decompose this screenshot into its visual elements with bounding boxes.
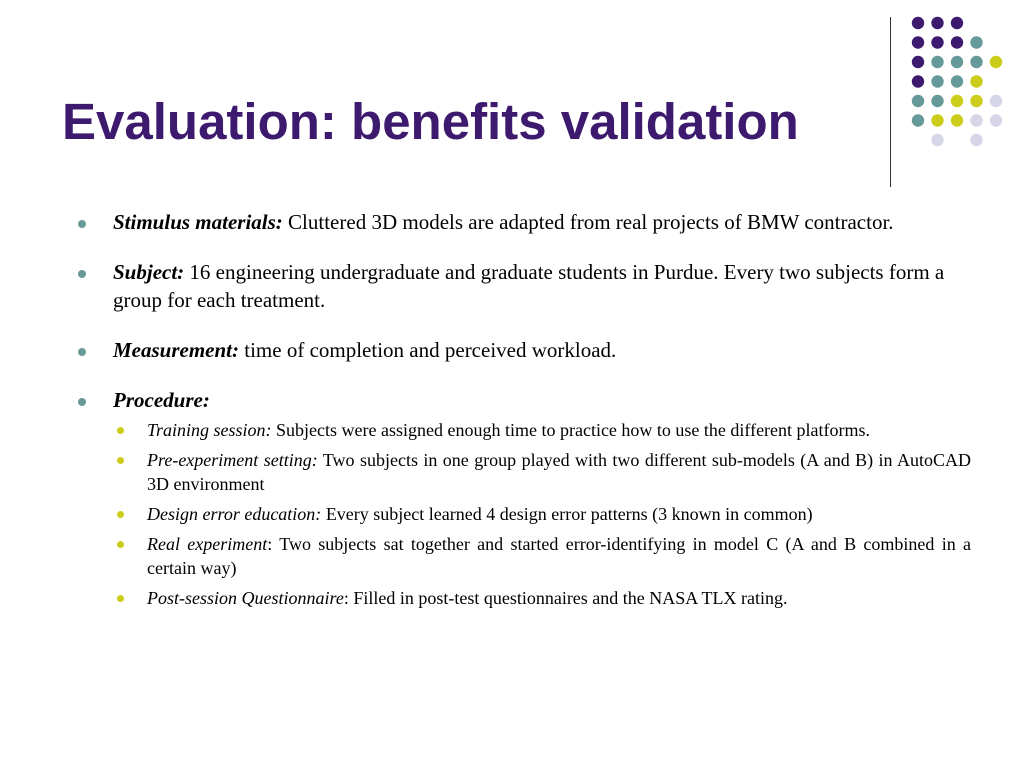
decorative-dot	[931, 56, 943, 68]
bullet-dot-icon	[78, 220, 86, 228]
procedure-text: Subjects were assigned enough time to practice how to use the different platforms.	[271, 420, 871, 440]
decorative-dot	[951, 36, 963, 48]
procedure-label: Design error education:	[147, 504, 322, 524]
decorative-dot	[912, 36, 924, 48]
decorative-dot	[912, 17, 924, 29]
bullet-dot-icon	[78, 348, 86, 356]
procedure-sublist	[113, 418, 971, 610]
sub-bullet-dot-icon	[117, 511, 124, 518]
bullet-label: Measurement:	[113, 338, 239, 362]
decorative-dot	[970, 36, 982, 48]
procedure-item-design-error	[113, 502, 971, 526]
decorative-dot	[990, 95, 1002, 107]
procedure-text: : Two subjects sat together and started error-identifying in model C (A and B combined in a certain way)	[147, 534, 972, 578]
decorative-dot	[931, 17, 943, 29]
vertical-divider	[890, 17, 891, 187]
bullet-dot-icon	[78, 270, 86, 278]
bullet-label: Procedure:	[113, 388, 210, 412]
procedure-text: : Filled in post-test questionnaires and the NASA TLX rating.	[343, 588, 788, 608]
bullet-item-subject	[72, 258, 972, 314]
bullet-dot-icon	[78, 398, 86, 406]
bullet-text: Cluttered 3D models are adapted from real projects of BMW contractor.	[282, 210, 894, 234]
decorative-dot	[931, 134, 943, 146]
bullet-text: 16 engineering undergraduate and graduate students in Purdue. Every two subjects form a group for each treatment.	[113, 260, 945, 312]
bullet-label: Stimulus materials:	[113, 210, 283, 234]
bullet-item-measurement	[72, 336, 972, 364]
decorative-dot	[912, 95, 924, 107]
decorative-dot	[912, 56, 924, 68]
decorative-dot	[931, 75, 943, 87]
procedure-text: Two subjects in one group played with two different sub-models (A and B) in AutoCAD 3D environment	[147, 450, 971, 494]
decorative-dot	[970, 95, 982, 107]
procedure-item-real-experiment	[113, 532, 971, 580]
decorative-dot	[970, 75, 982, 87]
bullet-text: time of completion and perceived workload.	[239, 338, 617, 362]
decorative-dot	[951, 95, 963, 107]
procedure-label: Real experiment	[147, 534, 268, 554]
sub-bullet-dot-icon	[117, 541, 124, 548]
decorative-dot	[912, 114, 924, 126]
decorative-dot	[931, 114, 943, 126]
decorative-dot	[912, 75, 924, 87]
procedure-item-pre-experiment	[113, 448, 971, 496]
decorative-dot	[951, 56, 963, 68]
procedure-text: Every subject learned 4 design error patterns (3 known in common)	[321, 504, 813, 524]
procedure-item-post-session	[113, 586, 971, 610]
decorative-dot	[951, 17, 963, 29]
bullet-item-procedure	[72, 386, 972, 414]
procedure-label: Post-session Questionnaire	[147, 588, 344, 608]
sub-bullet-dot-icon	[117, 595, 124, 602]
sub-bullet-dot-icon	[117, 427, 124, 434]
sub-bullet-dot-icon	[117, 457, 124, 464]
decorative-dot	[990, 114, 1002, 126]
bullet-list	[72, 208, 972, 616]
bullet-label: Subject:	[113, 260, 185, 284]
decorative-dot	[951, 114, 963, 126]
decorative-dot	[931, 36, 943, 48]
slide-title: Evaluation: benefits validation	[62, 93, 799, 150]
decorative-dot	[970, 56, 982, 68]
procedure-label: Training session:	[147, 420, 272, 440]
decorative-dot	[970, 134, 982, 146]
decorative-dot	[970, 114, 982, 126]
decorative-dot	[951, 75, 963, 87]
procedure-item-training	[113, 418, 971, 442]
bullet-item-stimulus	[72, 208, 972, 236]
procedure-label: Pre-experiment setting:	[147, 450, 318, 470]
decorative-dot	[931, 95, 943, 107]
decorative-dot	[990, 56, 1002, 68]
